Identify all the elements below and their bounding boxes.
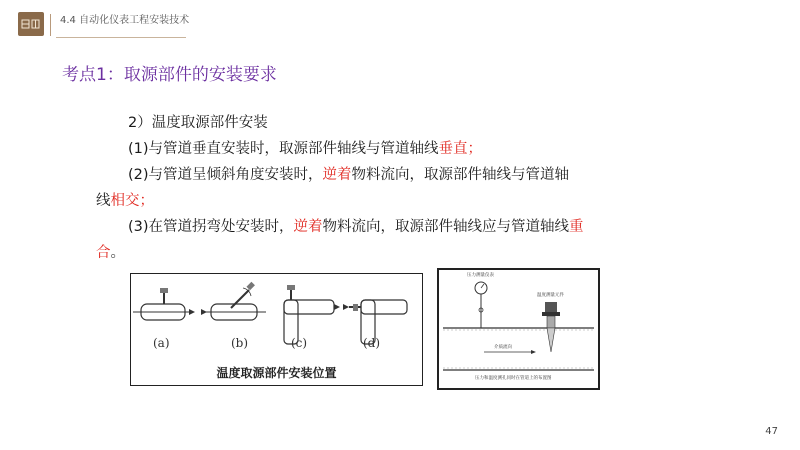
item-3 xyxy=(96,214,656,240)
figure-tap-layout xyxy=(437,268,600,390)
figure-right-caption: 压力和温度测孔同时在管道上的布置图 xyxy=(475,376,552,381)
installation-diagram xyxy=(131,274,421,364)
page-number: 47 xyxy=(765,426,778,437)
figure-left-caption: 温度取源部件安装位置 xyxy=(216,366,337,380)
label-c: (c) xyxy=(291,336,308,350)
item-3-text-mid: 物料流向，取源部件轴线应与管道轴线 xyxy=(322,219,570,235)
item-2-highlight-2: 相交 xyxy=(110,193,140,209)
item-3-highlight-2: 重 xyxy=(569,219,584,235)
item-1 xyxy=(96,136,656,162)
body-text xyxy=(96,110,656,266)
subtitle: 2）温度取源部件安装 xyxy=(128,115,268,131)
header-divider xyxy=(50,14,51,36)
item-2-continued xyxy=(96,188,656,214)
section-title: 考点1：取源部件的安装要求 xyxy=(62,65,277,85)
item-2-text: (2)与管道呈倾斜角度安装时， xyxy=(128,167,323,183)
figure-installation-positions xyxy=(130,273,423,386)
header-title: 4.4 自动化仪表工程安装技术 xyxy=(60,15,190,26)
item-2-text-cont: 线 xyxy=(96,193,111,209)
item-1-highlight: 垂直 xyxy=(438,141,468,157)
item-2-text-mid: 物料流向，取源部件轴线与管道轴 xyxy=(351,167,570,183)
item-3-highlight-1: 逆着 xyxy=(293,219,323,235)
item-3-continued xyxy=(96,240,656,266)
label-temperature-element: 温度测量元件 xyxy=(537,293,564,298)
label-b: (b) xyxy=(231,336,249,350)
label-a: (a) xyxy=(153,336,170,350)
diagram-b xyxy=(201,282,266,320)
item-1-text: (1)与管道垂直安装时，取源部件轴线与管道轴线 xyxy=(128,141,439,157)
item-3-text: (3)在管道拐弯处安装时， xyxy=(128,219,294,235)
slide-header xyxy=(0,0,800,44)
label-pressure-gauge: 压力测量仪表 xyxy=(467,273,494,278)
diagram-a xyxy=(133,288,195,320)
item-3-highlight-3: 合 xyxy=(96,245,111,261)
item-3-punct: 。 xyxy=(110,245,125,261)
item-2 xyxy=(96,162,656,188)
item-2-punct: ； xyxy=(139,193,154,209)
logo xyxy=(18,12,44,36)
label-d: (d) xyxy=(363,336,381,350)
item-2-highlight-1: 逆着 xyxy=(322,167,352,183)
tap-layout-diagram xyxy=(439,270,598,388)
item-1-punct: ； xyxy=(467,141,483,157)
logo-mark-icon xyxy=(21,18,41,30)
header-rule xyxy=(56,37,186,38)
label-flow-direction: 介质流向 xyxy=(494,345,512,350)
